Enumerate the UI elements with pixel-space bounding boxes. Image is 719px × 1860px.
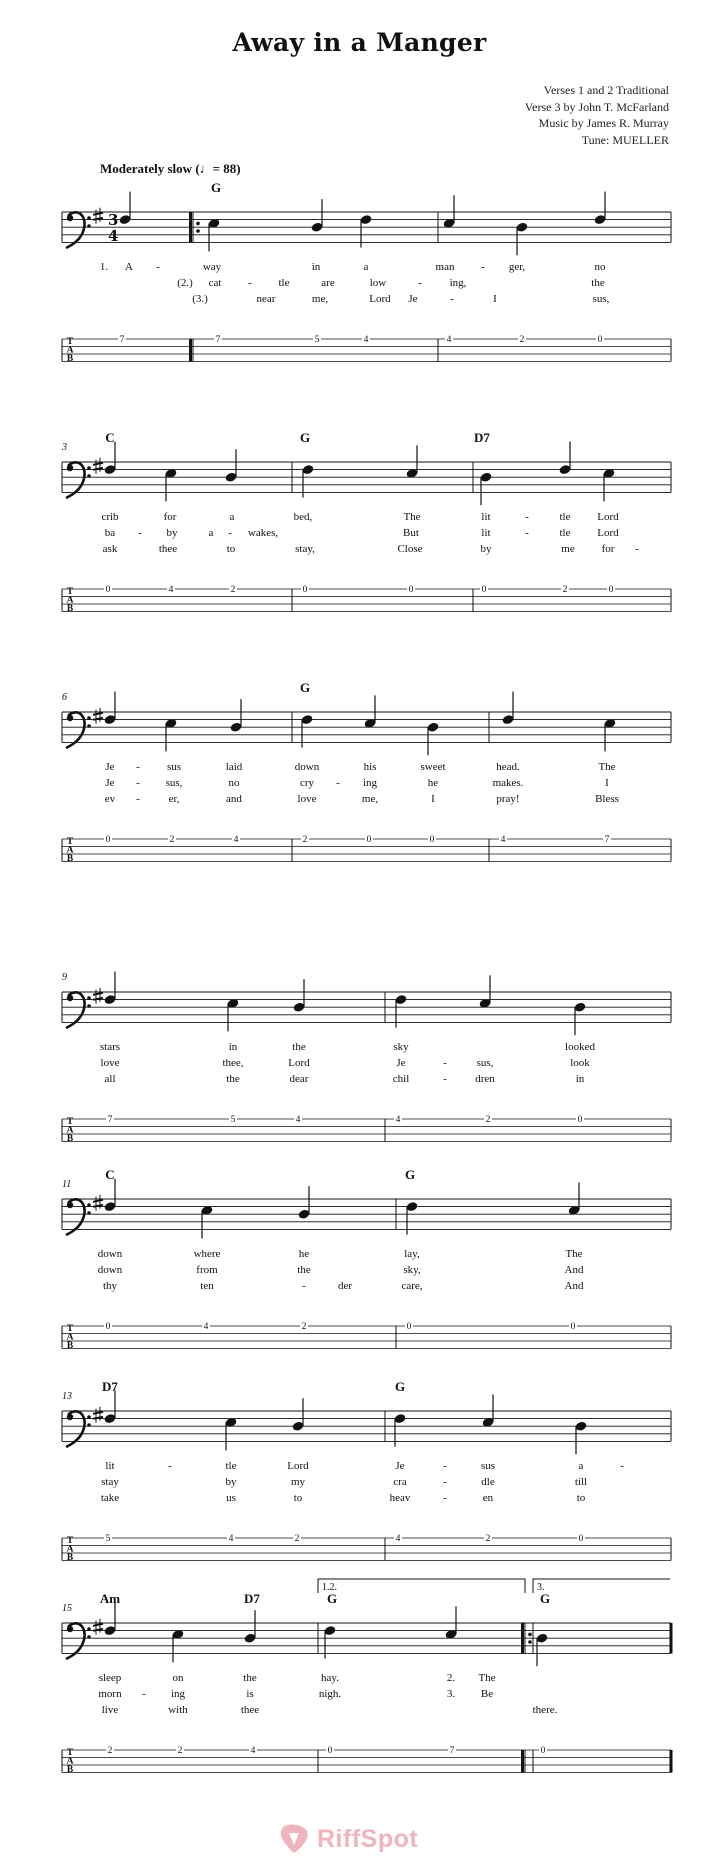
bass-clef-dot [67,995,73,1001]
lyric-syllable: Close [397,543,423,555]
bass-clef-dot [87,474,91,478]
bass-clef-dot [87,1415,91,1419]
fret-number: 0 [577,1115,583,1125]
lyric-syllable: head. [496,761,520,773]
bass-clef-dot [87,466,91,470]
lyric-syllable: lit [481,527,491,539]
sharp-icon [93,1412,103,1414]
lyric-syllable: Je [395,1460,405,1472]
lyric-syllable: - [142,1688,146,1700]
sharp-icon [93,993,103,995]
lyric-syllable: sus [480,1460,496,1472]
lyric-syllable: ing, [449,277,467,289]
bass-clef-dot [67,1626,73,1632]
lyric-syllable: low [369,277,387,289]
lyric-syllable: And [564,1264,584,1276]
lyric-syllable: Je [105,777,115,789]
song-title: Away in a Manger [232,28,487,57]
lyric-syllable: tle [559,527,571,539]
lyric-syllable: way [202,261,222,273]
fret-number: 2 [177,1746,183,1756]
lyric-syllable: a [578,1460,584,1472]
lyric-syllable: his [363,761,377,773]
chord-symbol: C [105,1167,115,1182]
lyric-syllable: thee [240,1704,260,1716]
lyric-syllable: sky, [403,1264,421,1276]
tab-repeat-bar [521,1750,524,1773]
repeat-dot [528,1640,532,1644]
lyric-syllable: - [136,793,140,805]
tab-clef-letter: A [66,1332,74,1343]
lyric-syllable: nigh. [318,1688,342,1700]
volta-bracket [318,1579,525,1593]
lyric-syllable: man [435,261,455,273]
lyric-syllable: me, [311,293,329,305]
tab-clef-letter: T [66,1748,74,1758]
lyric-syllable: laid [225,761,243,773]
lyric-syllable: - [228,527,232,539]
fret-number: 4 [295,1115,301,1125]
lyric-syllable: sus, [476,1057,494,1069]
lyric-syllable: no [228,777,240,789]
lyric-syllable: bed, [293,511,313,523]
lyric-syllable: Je [408,293,418,305]
tab-clef-letter: T [66,587,74,597]
bass-clef-dot [87,996,91,1000]
lyric-syllable: ev [104,793,116,805]
watermark [277,1823,457,1855]
bass-clef-dot [87,1203,91,1207]
fret-number: 0 [540,1746,546,1756]
lyric-syllable: down [294,761,320,773]
sharp-icon [93,713,103,715]
tempo-mark: (♩= 88) [195,161,241,176]
chord-symbol: G [539,1591,551,1606]
repeat-bar [189,212,192,242]
lyric-syllable: to [576,1492,586,1504]
lyric-syllable: wakes, [247,527,279,539]
lyric-syllable: sleep [98,1672,122,1684]
chord-symbol: G [326,1591,338,1606]
lyric-syllable: and [226,793,242,805]
lyric-syllable: the [226,1073,240,1085]
lyric-syllable: cry [299,777,315,789]
tab-clef-letter: A [66,845,74,856]
lyric-syllable: I [605,777,609,789]
lyric-syllable: lit [481,511,491,523]
lyric-syllable: in [311,261,321,273]
lyric-syllable: by [166,527,178,539]
tab-clef-letter: A [66,1125,74,1136]
tab-clef-letter: T [66,337,74,347]
lyric-syllable: looked [565,1041,595,1053]
repeat-dot [528,1633,532,1637]
lyric-syllable: to [293,1492,303,1504]
chord-symbol: D7 [474,430,490,445]
fret-number: 5 [105,1534,111,1544]
lyric-syllable: Lord [597,527,619,539]
bass-clef-dot [87,1423,91,1427]
lyric-syllable: - [443,1057,447,1069]
fret-number: 0 [597,335,603,345]
lyric-syllable: look [570,1057,590,1069]
lyric-syllable: tle [225,1460,237,1472]
lyric-syllable: ing [362,777,378,789]
chord-symbol: G [299,680,311,695]
time-signature: 4 [108,227,119,245]
fret-number: 7 [449,1746,455,1756]
chord-symbol: C [105,430,115,445]
lyric-syllable: there. [532,1704,558,1716]
guitar-pick-icon [277,1823,311,1855]
lyric-syllable: in [228,1041,238,1053]
bass-clef-dot [67,1414,73,1420]
fret-number: 0 [366,835,372,845]
fret-number: 2 [562,585,568,595]
lyric-syllable: care, [401,1280,423,1292]
fret-number: 0 [105,1322,111,1332]
fret-number: 2 [519,335,525,345]
lyric-syllable: Je [105,761,115,773]
bass-clef-dot [67,465,73,471]
lyric-syllable: - [525,527,529,539]
lyric-syllable: dren [475,1073,495,1085]
lyric-syllable: A [125,261,133,273]
lyric-syllable: thee, [222,1057,244,1069]
lyric-syllable: Lord [597,511,619,523]
volta-label: 3. [537,1582,545,1593]
lyric-syllable: The [565,1248,583,1260]
lyric-syllable: Lord [369,293,391,305]
measure-number: 9 [62,972,67,983]
fret-number: 0 [578,1534,584,1544]
bass-clef-dot [87,716,91,720]
lyric-syllable: the [243,1672,257,1684]
fret-number: 4 [363,335,369,345]
chord-symbol: D7 [244,1591,260,1606]
lyric-syllable: live [101,1704,119,1716]
lyric-syllable: the [297,1264,311,1276]
lyric-syllable: cra [393,1476,407,1488]
lyric-syllable: lit [105,1460,115,1472]
lyric-syllable: 3. [446,1688,456,1700]
lyric-syllable: 1. [99,261,109,273]
bass-clef-dot [87,1635,91,1639]
sharp-icon [93,213,103,215]
lyric-syllable: Lord [287,1460,309,1472]
fret-number: 4 [250,1746,256,1756]
lyric-syllable: (3.) [192,293,208,305]
lyric-syllable: sus, [165,777,183,789]
fret-number: 0 [608,585,614,595]
tab-clef-letter: T [66,1324,74,1334]
fret-number: 4 [395,1534,401,1544]
lyric-syllable: lay, [404,1248,420,1260]
lyric-syllable: down [97,1264,123,1276]
fret-number: 5 [314,335,320,345]
lyric-syllable: - [443,1476,447,1488]
lyric-syllable: I [431,793,435,805]
lyric-syllable: sus [166,761,182,773]
tab-clef-letter: T [66,837,74,847]
lyric-syllable: heav [389,1492,411,1504]
lyric-syllable: The [478,1672,496,1684]
lyric-syllable: But [403,527,419,539]
fret-number: 0 [105,585,111,595]
lyric-syllable: sus, [592,293,610,305]
lyric-syllable: with [168,1704,188,1716]
chord-symbol: G [299,430,311,445]
lyric-syllable: me, [361,793,379,805]
lyric-syllable: are [321,277,335,289]
sharp-icon [93,1624,103,1626]
lyric-syllable: by [480,543,492,555]
lyric-syllable: crib [101,511,119,523]
fret-number: 0 [406,1322,412,1332]
lyric-syllable: - [481,261,485,273]
sharp-icon [93,463,103,465]
measure-number: 13 [62,1391,72,1402]
lyric-syllable: stay, [295,543,315,555]
fret-number: 0 [570,1322,576,1332]
fret-number: 4 [233,835,239,845]
bass-clef-dot [67,715,73,721]
lyric-syllable: - [620,1460,624,1472]
lyric-syllable: - [136,777,140,789]
lyric-syllable: cat [208,277,222,289]
measure-number: 15 [62,1603,72,1614]
tab-clef-letter: B [66,1341,74,1351]
lyric-syllable: dear [289,1073,309,1085]
lyric-syllable: pray! [496,793,520,805]
bass-clef-dot [87,216,91,220]
fret-number: 2 [230,585,236,595]
lyric-syllable: - [418,277,422,289]
fret-number: 0 [408,585,414,595]
lyric-syllable: take [100,1492,120,1504]
lyric-syllable: - [443,1073,447,1085]
lyric-syllable: sweet [420,761,446,773]
fret-number: 0 [105,835,111,845]
volta-bracket [533,1579,670,1593]
chord-symbol: G [404,1167,416,1182]
chord-symbol: Am [99,1591,121,1606]
lyric-syllable: - [443,1492,447,1504]
repeat-dot [196,222,200,226]
lyric-syllable: us [226,1492,236,1504]
fret-number: 2 [302,835,308,845]
lyric-syllable: ing [170,1688,186,1700]
lyric-syllable: ten [200,1280,214,1292]
fret-number: 4 [395,1115,401,1125]
fret-number: 0 [481,585,487,595]
lyric-syllable: my [290,1476,306,1488]
lyric-syllable: the [292,1041,306,1053]
lyric-syllable: ger, [508,261,526,273]
lyric-syllable: down [97,1248,123,1260]
lyric-syllable: a [229,511,235,523]
lyric-syllable: from [196,1264,218,1276]
bass-clef-dot [87,1211,91,1215]
fret-number: 0 [302,585,308,595]
bass-clef-dot [67,1202,73,1208]
lyric-syllable: The [403,511,421,523]
lyric-syllable: Bless [595,793,619,805]
lyric-syllable: he [427,777,439,789]
lyric-syllable: on [172,1672,184,1684]
tab-clef-letter: B [66,1134,74,1144]
lyric-syllable: Be [480,1688,494,1700]
lyric-syllable: for [601,543,615,555]
fret-number: 2 [107,1746,113,1756]
fret-number: 7 [215,335,221,345]
lyric-syllable: the [591,277,605,289]
lyric-syllable: - [336,777,340,789]
lyric-syllable: - [156,261,160,273]
chord-symbol: D7 [102,1379,118,1394]
lyric-syllable: till [574,1476,588,1488]
lyric-syllable: - [168,1460,172,1472]
fret-number: 2 [485,1534,491,1544]
lyric-syllable: to [226,543,236,555]
tab-clef-letter: T [66,1536,74,1546]
lyric-syllable: for [163,511,177,523]
lyric-syllable: Lord [288,1057,310,1069]
tab-clef-letter: A [66,1756,74,1767]
fret-number: 2 [294,1534,300,1544]
lyric-syllable: - [248,277,252,289]
tab-clef-letter: A [66,595,74,606]
lyric-syllable: - [443,1460,447,1472]
volta-label: 1.2. [322,1582,337,1593]
fret-number: 7 [107,1115,113,1125]
lyric-syllable: love [100,1057,120,1069]
lyric-syllable: 2. [446,1672,456,1684]
fret-number: 2 [169,835,175,845]
lyric-syllable: near [256,293,276,305]
lyric-syllable: The [598,761,616,773]
tab-clef-letter: B [66,1765,74,1775]
chord-symbol: G [394,1379,406,1394]
lyric-syllable: thee [158,543,178,555]
lyric-syllable: is [246,1688,254,1700]
tempo-text: Moderately slow [100,161,193,176]
lyric-syllable: stars [99,1041,121,1053]
bass-clef-dot [87,1627,91,1631]
fret-number: 4 [228,1534,234,1544]
tab-clef-letter: A [66,345,74,356]
fret-number: 4 [500,835,506,845]
fret-number: 0 [429,835,435,845]
lyric-syllable: - [136,761,140,773]
measure-number: 3 [62,442,67,453]
lyric-syllable: dle [481,1476,495,1488]
repeat-dot [196,229,200,233]
tab-clef-letter: T [66,1117,74,1127]
bass-clef-dot [87,724,91,728]
lyric-syllable: all [104,1073,116,1085]
fret-number: 5 [230,1115,236,1125]
tab-clef-letter: B [66,854,74,864]
lyric-syllable: where [193,1248,221,1260]
credit-line: Verse 3 by John T. McFarland [524,99,669,114]
bass-clef-dot [67,215,73,221]
watermark-text: RiffSpot [317,1825,419,1853]
fret-number: 4 [203,1322,209,1332]
lyric-syllable: tle [559,511,571,523]
lyric-syllable: thy [102,1280,118,1292]
sharp-icon [93,1200,103,1202]
fret-number: 2 [301,1322,307,1332]
lyric-syllable: a [363,261,369,273]
lyric-syllable: morn [98,1688,122,1700]
bass-clef-dot [87,1004,91,1008]
lyric-syllable: chil [392,1073,410,1085]
lyric-syllable: - [302,1280,306,1292]
lyric-syllable: me [561,543,575,555]
lyric-syllable: I [493,293,497,305]
lyric-syllable: - [635,543,639,555]
lyric-syllable: tle [278,277,290,289]
credit-line: Verses 1 and 2 Traditional [543,83,669,97]
tab-repeat-bar [189,339,192,362]
tab-clef-letter: B [66,1553,74,1563]
lyric-syllable: (2.) [177,277,193,289]
fret-number: 2 [485,1115,491,1125]
lyric-syllable: a [208,527,214,539]
lyric-syllable: - [450,293,454,305]
lyric-syllable: hay. [321,1672,339,1684]
lyric-syllable: ask [102,543,118,555]
lyric-syllable: by [225,1476,237,1488]
measure-number: 11 [62,1179,72,1190]
lyric-syllable: er, [168,793,180,805]
tab-clef-letter: B [66,604,74,614]
time-signature: 3 [108,211,119,229]
lyric-syllable: - [138,527,142,539]
tab-clef-letter: B [66,354,74,364]
fret-number: 4 [446,335,452,345]
repeat-bar [521,1623,524,1653]
lyric-syllable: Je [396,1057,406,1069]
bass-clef-dot [87,224,91,228]
lyric-syllable: no [594,261,606,273]
lyric-syllable: in [575,1073,585,1085]
fret-number: 4 [168,585,174,595]
credit-line: Tune: MUELLER [581,132,669,147]
lyric-syllable: der [337,1280,353,1292]
fret-number: 0 [327,1746,333,1756]
lyric-syllable: he [298,1248,310,1260]
lyric-syllable: stay [101,1476,119,1488]
lyric-syllable: en [482,1492,494,1504]
fret-number: 7 [604,835,610,845]
tab-clef-letter: A [66,1544,74,1555]
chord-symbol: G [210,180,222,195]
lyric-syllable: sky [393,1041,409,1053]
lyric-syllable: ba [104,527,116,539]
lyric-syllable: love [297,793,317,805]
fret-number: 7 [119,335,125,345]
credit-line: Music by James R. Murray [538,116,669,130]
lyric-syllable: makes. [492,777,524,789]
lyric-syllable: - [525,511,529,523]
measure-number: 6 [62,692,67,703]
lyric-syllable: And [564,1280,584,1292]
